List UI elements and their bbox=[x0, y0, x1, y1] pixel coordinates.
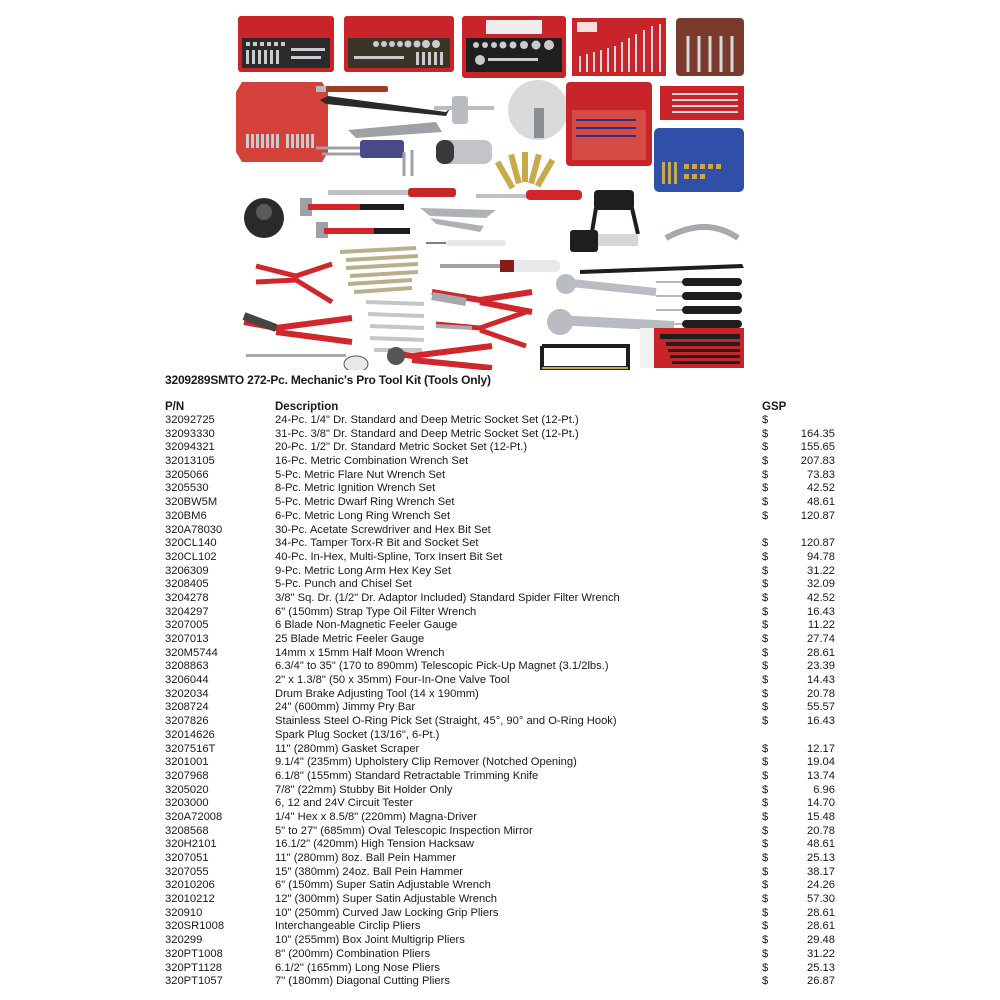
description: 24" (600mm) Jimmy Pry Bar bbox=[275, 701, 416, 714]
currency-symbol: $ bbox=[762, 879, 769, 892]
punch-chisel-icon bbox=[328, 188, 456, 197]
currency-symbol: $ bbox=[762, 810, 769, 823]
multigrip-pliers-icon bbox=[244, 316, 352, 342]
description: 5-Pc. Punch and Chisel Set bbox=[275, 578, 412, 591]
oil-filter-wrench-icon bbox=[244, 198, 284, 238]
currency-symbol: $ bbox=[762, 838, 769, 851]
spark-plug-socket-icon bbox=[436, 140, 492, 164]
table-row bbox=[165, 551, 835, 565]
circuit-tester-icon bbox=[426, 240, 506, 246]
description: 9.1/4" (235mm) Upholstery Clip Remover (Notched Opening) bbox=[275, 756, 577, 769]
currency-symbol: $ bbox=[762, 619, 769, 632]
price: 6.96 bbox=[813, 783, 835, 796]
description: 6-Pc. Metric Long Ring Wrench Set bbox=[275, 509, 451, 522]
bit-set-case-red-icon bbox=[236, 82, 328, 162]
part-number: 3207055 bbox=[165, 865, 209, 878]
part-number: 3208405 bbox=[165, 578, 209, 591]
table-row bbox=[165, 510, 835, 524]
description: 11" (280mm) 8oz. Ball Pein Hammer bbox=[275, 852, 456, 864]
description: 6 Blade Non-Magnetic Feeler Gauge bbox=[275, 619, 458, 632]
table-header bbox=[165, 400, 835, 414]
punch-chisel-set-pack-icon bbox=[640, 328, 744, 368]
currency-symbol: $ bbox=[762, 934, 769, 947]
currency-symbol: $ bbox=[762, 509, 769, 522]
table-row bbox=[165, 962, 835, 976]
price: 42.52 bbox=[807, 482, 835, 495]
part-number: 3203000 bbox=[165, 797, 209, 810]
currency-symbol: $ bbox=[762, 961, 769, 974]
clip-remover-icon bbox=[476, 190, 582, 200]
currency-symbol: $ bbox=[762, 947, 769, 960]
part-number: 3205530 bbox=[165, 482, 209, 495]
header-description: Description bbox=[275, 401, 339, 413]
part-number: 3206044 bbox=[165, 674, 209, 687]
price: 57.30 bbox=[807, 893, 835, 906]
currency-symbol: $ bbox=[762, 482, 769, 495]
ring-wrench-set-icon bbox=[340, 248, 418, 292]
price: 14.70 bbox=[807, 797, 835, 810]
part-number: 3208568 bbox=[165, 824, 209, 837]
price: 31.22 bbox=[807, 947, 835, 960]
table-row bbox=[165, 879, 835, 893]
dwarf-ring-wrench-set-icon bbox=[366, 302, 424, 350]
currency-symbol: $ bbox=[762, 633, 769, 645]
price: 31.22 bbox=[807, 564, 835, 577]
adjustable-wrench-small-icon bbox=[556, 274, 656, 294]
price: 155.65 bbox=[800, 441, 835, 454]
feeler-gauge-brass-icon bbox=[495, 152, 555, 189]
torx-bit-set-case-blue-icon bbox=[654, 128, 744, 192]
table-row bbox=[165, 920, 835, 934]
price: 11.22 bbox=[807, 619, 835, 632]
price: 19.04 bbox=[807, 756, 835, 769]
table-row bbox=[165, 565, 835, 579]
parts-table bbox=[165, 400, 835, 989]
header-pn: P/N bbox=[165, 401, 185, 413]
part-number: 32010212 bbox=[165, 893, 215, 906]
table-row bbox=[165, 578, 835, 592]
description: Drum Brake Adjusting Tool (14 x 190mm) bbox=[275, 687, 479, 700]
half-moon-wrench-icon bbox=[666, 227, 738, 238]
part-number: 32092725 bbox=[165, 414, 215, 426]
description: 6" (150mm) Strap Type Oil Filter Wrench bbox=[275, 605, 477, 618]
description: 9-Pc. Metric Long Arm Hex Key Set bbox=[275, 564, 451, 577]
currency-symbol: $ bbox=[762, 427, 769, 440]
price: 25.13 bbox=[807, 961, 835, 974]
table-row bbox=[165, 428, 835, 442]
price: 23.39 bbox=[807, 660, 835, 673]
currency-symbol: $ bbox=[762, 550, 769, 563]
description: 10" (255mm) Box Joint Multigrip Pliers bbox=[275, 934, 465, 947]
price: 20.78 bbox=[807, 824, 835, 837]
part-number: 320A72008 bbox=[165, 810, 223, 823]
table-row bbox=[165, 441, 835, 455]
inspection-mirror-icon bbox=[246, 354, 368, 370]
price: 28.61 bbox=[807, 906, 835, 919]
description: 16-Pc. Metric Combination Wrench Set bbox=[275, 455, 469, 468]
currency-symbol: $ bbox=[762, 824, 769, 837]
table-row bbox=[165, 825, 835, 839]
part-number: 320CL102 bbox=[165, 550, 217, 563]
description: 24-Pc. 1/4" Dr. Standard and Deep Metric Socket Set (12-Pt.) bbox=[275, 414, 579, 426]
table-row bbox=[165, 674, 835, 688]
price: 48.61 bbox=[807, 838, 835, 851]
description: 20-Pc. 1/2" Dr. Standard Metric Socket Set (12-Pt.) bbox=[275, 441, 528, 454]
spark-plug-socket-holder-icon bbox=[570, 230, 638, 252]
table-row bbox=[165, 688, 835, 702]
long-nose-pliers-icon bbox=[436, 312, 526, 346]
price: 13.74 bbox=[807, 769, 835, 782]
flare-nut-wrench-set-pouch-icon bbox=[676, 18, 744, 76]
description: 2" x 1.3/8" (50 x 35mm) Four-In-One Valve Tool bbox=[275, 674, 510, 687]
ball-pein-hammer-small-icon bbox=[316, 222, 410, 238]
currency-symbol: $ bbox=[762, 660, 769, 673]
table-row bbox=[165, 606, 835, 620]
price: 27.74 bbox=[807, 633, 835, 645]
table-row bbox=[165, 619, 835, 633]
currency-symbol: $ bbox=[762, 742, 769, 755]
hacksaw-icon bbox=[542, 346, 628, 368]
description: 12" (300mm) Super Satin Adjustable Wrench bbox=[275, 893, 498, 906]
table-row bbox=[165, 743, 835, 757]
spider-filter-wrench-icon bbox=[592, 190, 638, 234]
o-ring-pick-set-icon bbox=[656, 278, 742, 328]
currency-symbol: $ bbox=[762, 646, 769, 659]
currency-symbol: $ bbox=[762, 893, 769, 906]
part-number: 3207826 bbox=[165, 715, 209, 728]
pry-bar-icon bbox=[320, 96, 450, 116]
currency-symbol: $ bbox=[762, 756, 769, 769]
part-number: 32014626 bbox=[165, 728, 215, 741]
table-row bbox=[165, 756, 835, 770]
description: 5-Pc. Metric Dwarf Ring Wrench Set bbox=[275, 496, 455, 509]
currency-symbol: $ bbox=[762, 468, 769, 481]
description: 15" (380mm) 24oz. Ball Pein Hammer bbox=[275, 865, 464, 878]
screwdriver-bit-set-case-icon bbox=[566, 82, 652, 166]
part-number: 32010206 bbox=[165, 879, 215, 892]
currency-symbol: $ bbox=[762, 564, 769, 577]
price: 25.13 bbox=[807, 852, 835, 864]
part-number: 3208863 bbox=[165, 660, 209, 673]
part-number: 320PT1008 bbox=[165, 947, 223, 960]
price: 26.87 bbox=[807, 975, 835, 988]
magna-driver-icon bbox=[440, 260, 560, 272]
part-number: 32013105 bbox=[165, 455, 215, 468]
part-number: 32093330 bbox=[165, 427, 215, 440]
price: 164.35 bbox=[800, 427, 835, 440]
table-row bbox=[165, 455, 835, 469]
table-row bbox=[165, 893, 835, 907]
description: 25 Blade Metric Feeler Gauge bbox=[275, 633, 425, 645]
price: 28.61 bbox=[807, 920, 835, 933]
locking-grip-pliers-icon bbox=[420, 208, 496, 232]
description: 30-Pc. Acetate Screwdriver and Hex Bit Set bbox=[275, 523, 491, 536]
currency-symbol: $ bbox=[762, 687, 769, 700]
currency-symbol: $ bbox=[762, 701, 769, 714]
description: 6, 12 and 24V Circuit Tester bbox=[275, 797, 413, 810]
currency-symbol: $ bbox=[762, 920, 769, 933]
description: 8" (200mm) Combination Pliers bbox=[275, 947, 431, 960]
hex-key-set-icon bbox=[316, 140, 412, 176]
table-body bbox=[165, 414, 835, 989]
description: Stainless Steel O-Ring Pick Set (Straight, 45°, 90° and O-Ring Hook) bbox=[275, 715, 617, 728]
table-row bbox=[165, 907, 835, 921]
table-row bbox=[165, 975, 835, 989]
description: 8-Pc. Metric Ignition Wrench Set bbox=[275, 482, 436, 495]
part-number: 3202034 bbox=[165, 687, 209, 700]
part-number: 320SR1008 bbox=[165, 920, 225, 933]
currency-symbol: $ bbox=[762, 674, 769, 687]
table-row bbox=[165, 715, 835, 729]
description: 34-Pc. Tamper Torx-R Bit and Socket Set bbox=[275, 537, 479, 550]
price: 29.48 bbox=[807, 934, 835, 947]
price: 94.78 bbox=[807, 550, 835, 563]
description: 10" (250mm) Curved Jaw Locking Grip Pliers bbox=[275, 906, 499, 919]
description: 7/8" (22mm) Stubby Bit Holder Only bbox=[275, 783, 453, 796]
price: 120.87 bbox=[800, 509, 835, 522]
currency-symbol: $ bbox=[762, 455, 769, 468]
description: 5-Pc. Metric Flare Nut Wrench Set bbox=[275, 468, 446, 481]
description: 6.1/2" (165mm) Long Nose Pliers bbox=[275, 961, 441, 974]
feeler-gauge-metric-icon bbox=[508, 80, 568, 140]
header-gsp: GSP bbox=[762, 401, 787, 413]
part-number: 320M5744 bbox=[165, 646, 218, 659]
part-number: 320BW5M bbox=[165, 496, 218, 509]
description: 6.3/4" to 35" (170 to 890mm) Telescopic Pick-Up Magnet (3.1/2lbs.) bbox=[275, 660, 609, 673]
price: 20.78 bbox=[807, 687, 835, 700]
part-number: 3207051 bbox=[165, 852, 209, 864]
part-number: 3207968 bbox=[165, 769, 209, 782]
socket-set-case-3-icon bbox=[462, 16, 566, 78]
currency-symbol: $ bbox=[762, 769, 769, 782]
combination-wrench-set-pouch-icon bbox=[572, 18, 666, 76]
currency-symbol: $ bbox=[762, 852, 769, 864]
table-row bbox=[165, 934, 835, 948]
table-row bbox=[165, 469, 835, 483]
part-number: 320299 bbox=[165, 934, 203, 947]
description: 16.1/2" (420mm) High Tension Hacksaw bbox=[275, 838, 475, 851]
part-number: 3207013 bbox=[165, 633, 209, 645]
part-number: 320PT1057 bbox=[165, 975, 223, 988]
table-row bbox=[165, 838, 835, 852]
price: 55.57 bbox=[807, 701, 835, 714]
part-number: 320H2101 bbox=[165, 838, 217, 851]
table-row bbox=[165, 770, 835, 784]
description: Interchangeable Circlip Pliers bbox=[275, 920, 421, 933]
table-row bbox=[165, 729, 835, 743]
currency-symbol: $ bbox=[762, 605, 769, 618]
currency-symbol: $ bbox=[762, 906, 769, 919]
table-row bbox=[165, 797, 835, 811]
price: 120.87 bbox=[800, 537, 835, 550]
description: 14mm x 15mm Half Moon Wrench bbox=[275, 646, 445, 659]
currency-symbol: $ bbox=[762, 441, 769, 454]
table-row bbox=[165, 948, 835, 962]
jimmy-pry-bar-icon bbox=[580, 264, 744, 274]
ignition-wrench-set-pouch-icon bbox=[660, 86, 744, 120]
table-row bbox=[165, 482, 835, 496]
table-row bbox=[165, 866, 835, 880]
part-number: 320BM6 bbox=[165, 509, 207, 522]
description: Spark Plug Socket (13/16", 6-Pt.) bbox=[275, 728, 440, 741]
valve-tool-icon bbox=[434, 96, 494, 124]
circlip-pliers-icon bbox=[256, 264, 332, 302]
socket-set-case-1-icon bbox=[238, 16, 334, 72]
table-row bbox=[165, 701, 835, 715]
price: 16.43 bbox=[807, 715, 835, 728]
part-number: 3201001 bbox=[165, 756, 209, 769]
description: 7" (180mm) Diagonal Cutting Pliers bbox=[275, 975, 450, 988]
price: 15.48 bbox=[807, 810, 835, 823]
description: 11" (280mm) Gasket Scraper bbox=[275, 742, 420, 755]
ball-pein-hammer-large-icon bbox=[300, 198, 404, 216]
price: 28.61 bbox=[807, 646, 835, 659]
price: 73.83 bbox=[807, 468, 835, 481]
part-number: 3204297 bbox=[165, 605, 209, 618]
part-number: 3207005 bbox=[165, 619, 209, 632]
trimming-knife-icon bbox=[348, 122, 442, 138]
part-number: 3205020 bbox=[165, 783, 209, 796]
table-row bbox=[165, 647, 835, 661]
part-number: 3205066 bbox=[165, 468, 209, 481]
socket-set-case-2-icon bbox=[344, 16, 454, 72]
part-number: 3207516T bbox=[165, 742, 216, 755]
table-row bbox=[165, 592, 835, 606]
product-photo bbox=[236, 12, 748, 370]
price: 24.26 bbox=[807, 879, 835, 892]
part-number: 320A78030 bbox=[165, 523, 223, 536]
price: 12.17 bbox=[807, 742, 835, 755]
combination-pliers-icon bbox=[432, 292, 532, 312]
table-row bbox=[165, 496, 835, 510]
table-row bbox=[165, 524, 835, 538]
description: 5" to 27" (685mm) Oval Telescopic Inspection Mirror bbox=[275, 824, 533, 837]
currency-symbol: $ bbox=[762, 414, 769, 426]
currency-symbol: $ bbox=[762, 783, 769, 796]
part-number: 320CL140 bbox=[165, 537, 217, 550]
price: 38.17 bbox=[807, 865, 835, 878]
table-row bbox=[165, 660, 835, 674]
table-row bbox=[165, 414, 835, 428]
price: 48.61 bbox=[807, 496, 835, 509]
price: 32.09 bbox=[807, 578, 835, 591]
table-row bbox=[165, 784, 835, 798]
table-row bbox=[165, 852, 835, 866]
part-number: 3208724 bbox=[165, 701, 209, 714]
price: 207.83 bbox=[800, 455, 835, 468]
table-row bbox=[165, 811, 835, 825]
currency-symbol: $ bbox=[762, 496, 769, 509]
part-number: 320PT1128 bbox=[165, 961, 223, 974]
description: 6.1/8" (155mm) Standard Retractable Trimming Knife bbox=[275, 769, 539, 782]
table-row bbox=[165, 537, 835, 551]
description: 40-Pc. In-Hex, Multi-Spline, Torx Insert Bit Set bbox=[275, 550, 503, 563]
kit-title: 3209289SMTO 272-Pc. Mechanic's Pro Tool Kit (Tools Only) bbox=[165, 373, 491, 387]
currency-symbol: $ bbox=[762, 578, 769, 591]
part-number: 3204278 bbox=[165, 591, 209, 604]
price: 14.43 bbox=[807, 674, 835, 687]
price: 16.43 bbox=[807, 605, 835, 618]
currency-symbol: $ bbox=[762, 865, 769, 878]
currency-symbol: $ bbox=[762, 715, 769, 728]
pick-up-magnet-icon bbox=[316, 86, 388, 92]
currency-symbol: $ bbox=[762, 975, 769, 988]
currency-symbol: $ bbox=[762, 797, 769, 810]
currency-symbol: $ bbox=[762, 591, 769, 604]
description: 3/8" Sq. Dr. (1/2" Dr. Adaptor Included) Standard Spider Filter Wrench bbox=[275, 591, 620, 604]
table-row bbox=[165, 633, 835, 647]
description: 6" (150mm) Super Satin Adjustable Wrench bbox=[275, 879, 491, 892]
part-number: 320910 bbox=[165, 906, 203, 919]
part-number: 3206309 bbox=[165, 564, 209, 577]
currency-symbol: $ bbox=[762, 537, 769, 550]
description: 1/4" Hex x 8.5/8" (220mm) Magna-Driver bbox=[275, 810, 477, 823]
price: 42.52 bbox=[807, 591, 835, 604]
part-number: 32094321 bbox=[165, 441, 215, 454]
description: 31-Pc. 3/8" Dr. Standard and Deep Metric Socket Set (12-Pt.) bbox=[275, 427, 579, 440]
